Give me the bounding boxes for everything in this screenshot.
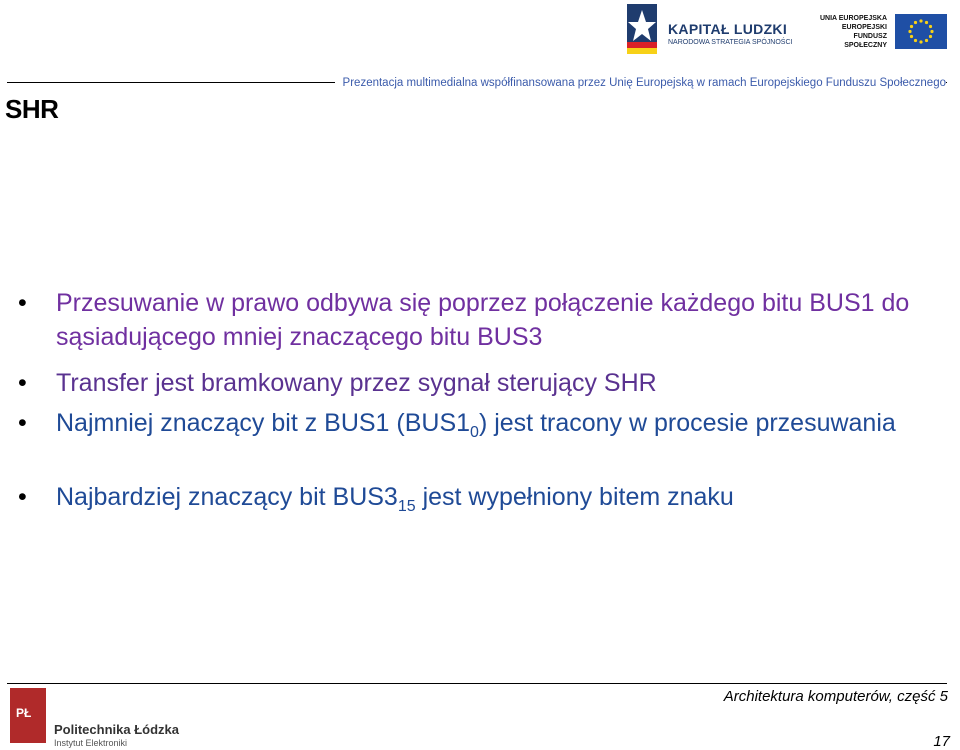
- header-caption: Prezentacja multimedialna współfinansowana przez Unię Europejską w ramach Europejskiego Funduszu Społecznego: [335, 77, 946, 89]
- kapital-ludzki-star-icon: [627, 4, 657, 54]
- bullet-text-pre: Najbardziej znaczący bit BUS3: [56, 483, 398, 511]
- kapital-ludzki-title: KAPITAŁ LUDZKI: [668, 21, 788, 37]
- slide-title: SHR: [5, 94, 59, 124]
- page-number: 17: [933, 733, 950, 750]
- eu-logo-text: [819, 14, 887, 50]
- footer-caption: Architektura komputerów, część 5: [723, 688, 948, 705]
- politechnika-logo-letters: PŁ: [16, 706, 32, 720]
- bullet-subscript: 15: [397, 498, 416, 515]
- eu-flag-icon: [895, 14, 947, 49]
- bullet-item: [56, 366, 936, 400]
- bullet-text-post: ) jest tracony w procesie przesuwania: [478, 409, 896, 437]
- bullet-item: [56, 406, 936, 440]
- bullet-item: [56, 286, 936, 354]
- kapital-ludzki-logo: [627, 4, 793, 54]
- bullet-text: Transfer jest bramkowany przez sygnał sterujący SHR: [56, 369, 657, 397]
- eu-line-2: EUROPEJSKI: [841, 24, 887, 31]
- bullet-text: Przesuwanie w prawo odbywa się poprzez połączenie każdego bitu BUS1 do sąsiadującego mniej znaczącego bitu BUS3: [56, 289, 910, 351]
- eu-line-1: UNIA EUROPEJSKA: [819, 15, 887, 22]
- bullet-text-pre: Najmniej znaczący bit z BUS1 (BUS1: [56, 409, 471, 437]
- bullet-subscript: 0: [470, 424, 479, 441]
- politechnika-logo-icon: [10, 688, 46, 743]
- institute-name: Instytut Elektroniki: [54, 738, 128, 748]
- eu-line-3: FUNDUSZ SPOŁECZNY: [844, 33, 887, 49]
- footer-divider: [7, 683, 947, 684]
- institution-name: Politechnika Łódzka: [54, 722, 179, 737]
- bullet-item: [56, 480, 936, 514]
- kapital-ludzki-subtitle: NARODOWA STRATEGIA SPÓJNOŚCI: [668, 39, 793, 46]
- eu-logo: [819, 14, 949, 54]
- bullet-text-post: jest wypełniony bitem znaku: [415, 483, 734, 511]
